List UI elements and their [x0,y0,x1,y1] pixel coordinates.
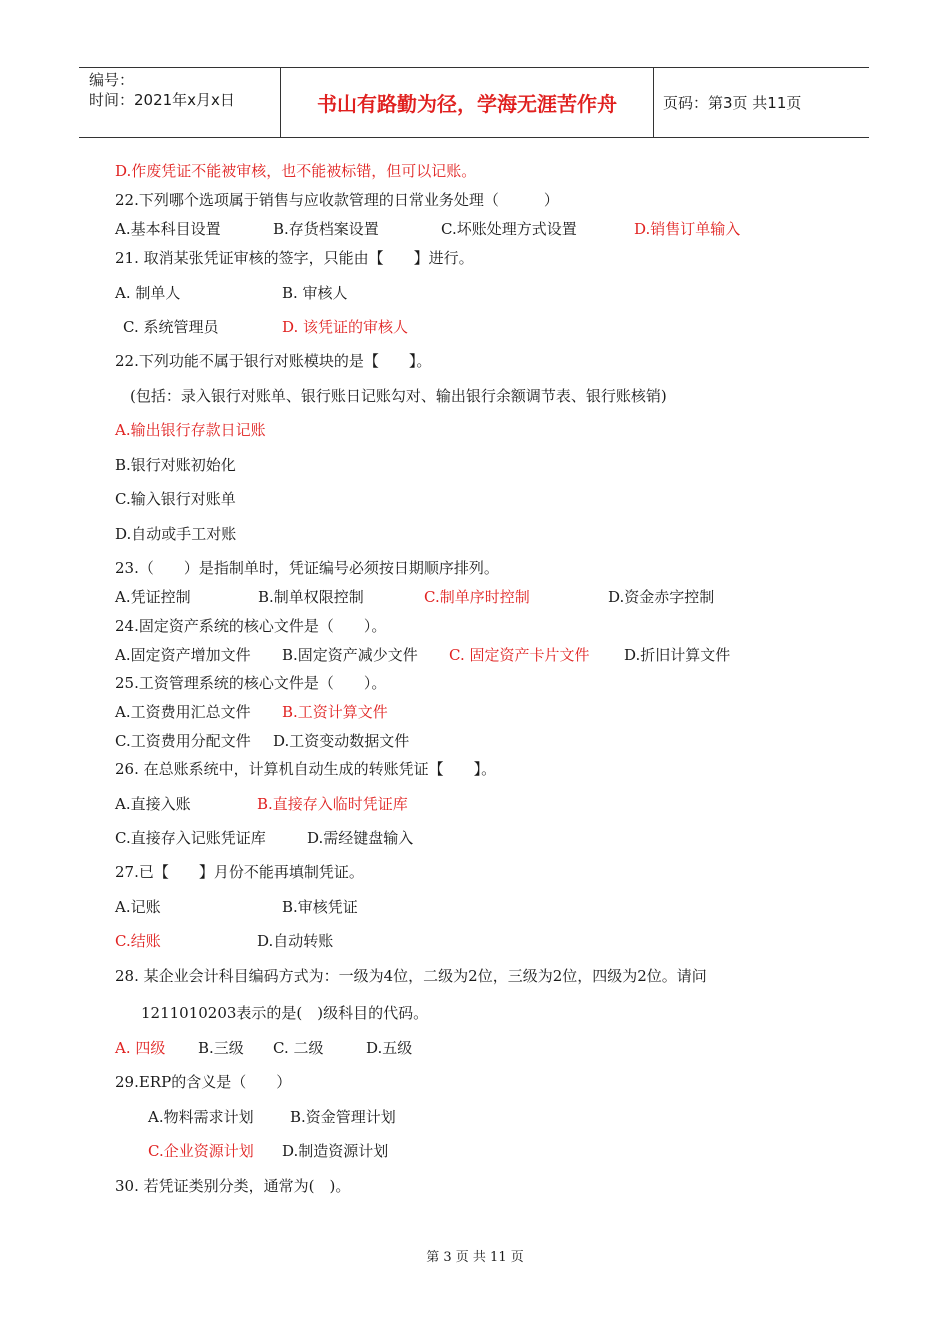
option-c: C.直接存入记账凭证库 [115,829,266,847]
option-c-answer: C.企业资源计划 [148,1142,254,1160]
option-a: A.物料需求计划 [148,1108,254,1126]
question-22a: 22.下列哪个选项属于销售与应收款管理的日常业务处理（ ） [115,191,559,209]
question-26: 26. 在总账系统中，计算机自动生成的转账凭证【 】。 [115,760,497,778]
option-b: B.制单权限控制 [258,588,364,606]
option-d: D.制造资源计划 [282,1142,389,1160]
option-a: A.直接入账 [115,795,191,813]
option-a: A.工资费用汇总文件 [115,703,251,721]
page-footer: 第 3 页 共 11 页 [426,1250,524,1265]
answer-line: D.作废凭证不能被审核，也不能被标错，但可以记账。 [115,162,477,180]
option-c: C.输入银行对账单 [115,490,236,508]
option-a: A. 制单人 [115,284,181,302]
option-b: B.存货档案设置 [273,220,379,238]
option-a: A.记账 [115,898,161,916]
option-c: C.坏账处理方式设置 [441,220,577,238]
option-b-answer: B.工资计算文件 [282,703,388,721]
option-a: A.固定资产增加文件 [115,646,251,664]
question-28: 28. 某企业会计科目编码方式为：一级为4位，二级为2位，三级为2位，四级为2位。请问 [115,967,707,985]
option-b: B.固定资产减少文件 [282,646,418,664]
option-c: C. 二级 [273,1039,324,1057]
header-page-info: 页码：第3页 共11页 [663,94,802,112]
option-c-answer: C. 固定资产卡片文件 [449,646,590,664]
option-d: D.自动转账 [257,932,334,950]
number-label: 编号： [89,71,135,89]
question-25: 25.工资管理系统的核心文件是（ ）。 [115,674,387,692]
question-29: 29.ERP的含义是（ ） [115,1073,292,1091]
question-22b: 22.下列功能不属于银行对账模块的是【 】。 [115,352,432,370]
question-30: 30. 若凭证类别分类，通常为( )。 [115,1177,351,1195]
option-d-answer: D. 该凭证的审核人 [282,318,409,336]
question-27: 27.已【 】月份不能再填制凭证。 [115,863,364,881]
option-b: B. 审核人 [282,284,348,302]
option-b: B.审核凭证 [282,898,358,916]
question-note: (包括：录入银行对账单、银行账日记账勾对、输出银行余额调节表、银行账核销) [130,387,667,405]
option-b: B.三级 [198,1039,244,1057]
option-c-answer: C.结账 [115,932,161,950]
option-b: B.银行对账初始化 [115,456,236,474]
time-label: 时间：2021年x月x日 [89,91,235,109]
option-c-answer: C.制单序时控制 [424,588,530,606]
option-d: D.折旧计算文件 [624,646,731,664]
option-d: D.五级 [366,1039,413,1057]
option-b: B.资金管理计划 [290,1108,396,1126]
option-c: C.工资费用分配文件 [115,732,251,750]
option-d: D.资金赤字控制 [608,588,715,606]
option-d: D.工资变动数据文件 [273,732,410,750]
option-c: C. 系统管理员 [123,318,219,336]
question-23: 23.（ ）是指制单时，凭证编号必须按日期顺序排列。 [115,559,499,577]
question-24: 24.固定资产系统的核心文件是（ ）。 [115,617,387,635]
option-b-answer: B.直接存入临时凭证库 [257,795,408,813]
header-motto: 书山有路勤为径，学海无涯苦作舟 [281,68,654,137]
option-d-answer: D.销售订单输入 [634,220,741,238]
option-a-answer: A.输出银行存款日记账 [115,421,266,439]
option-d: D.需经键盘输入 [307,829,414,847]
option-a-answer: A. 四级 [115,1039,166,1057]
option-d: D.自动或手工对账 [115,525,237,543]
question-21: 21. 取消某张凭证审核的签字，只能由【 】进行。 [115,249,474,267]
option-a: A.基本科目设置 [115,220,221,238]
header-meta [79,68,281,137]
question-28-cont: 1211010203表示的是( )级科目的代码。 [141,1004,429,1022]
option-a: A.凭证控制 [115,588,191,606]
page-header [79,67,869,138]
